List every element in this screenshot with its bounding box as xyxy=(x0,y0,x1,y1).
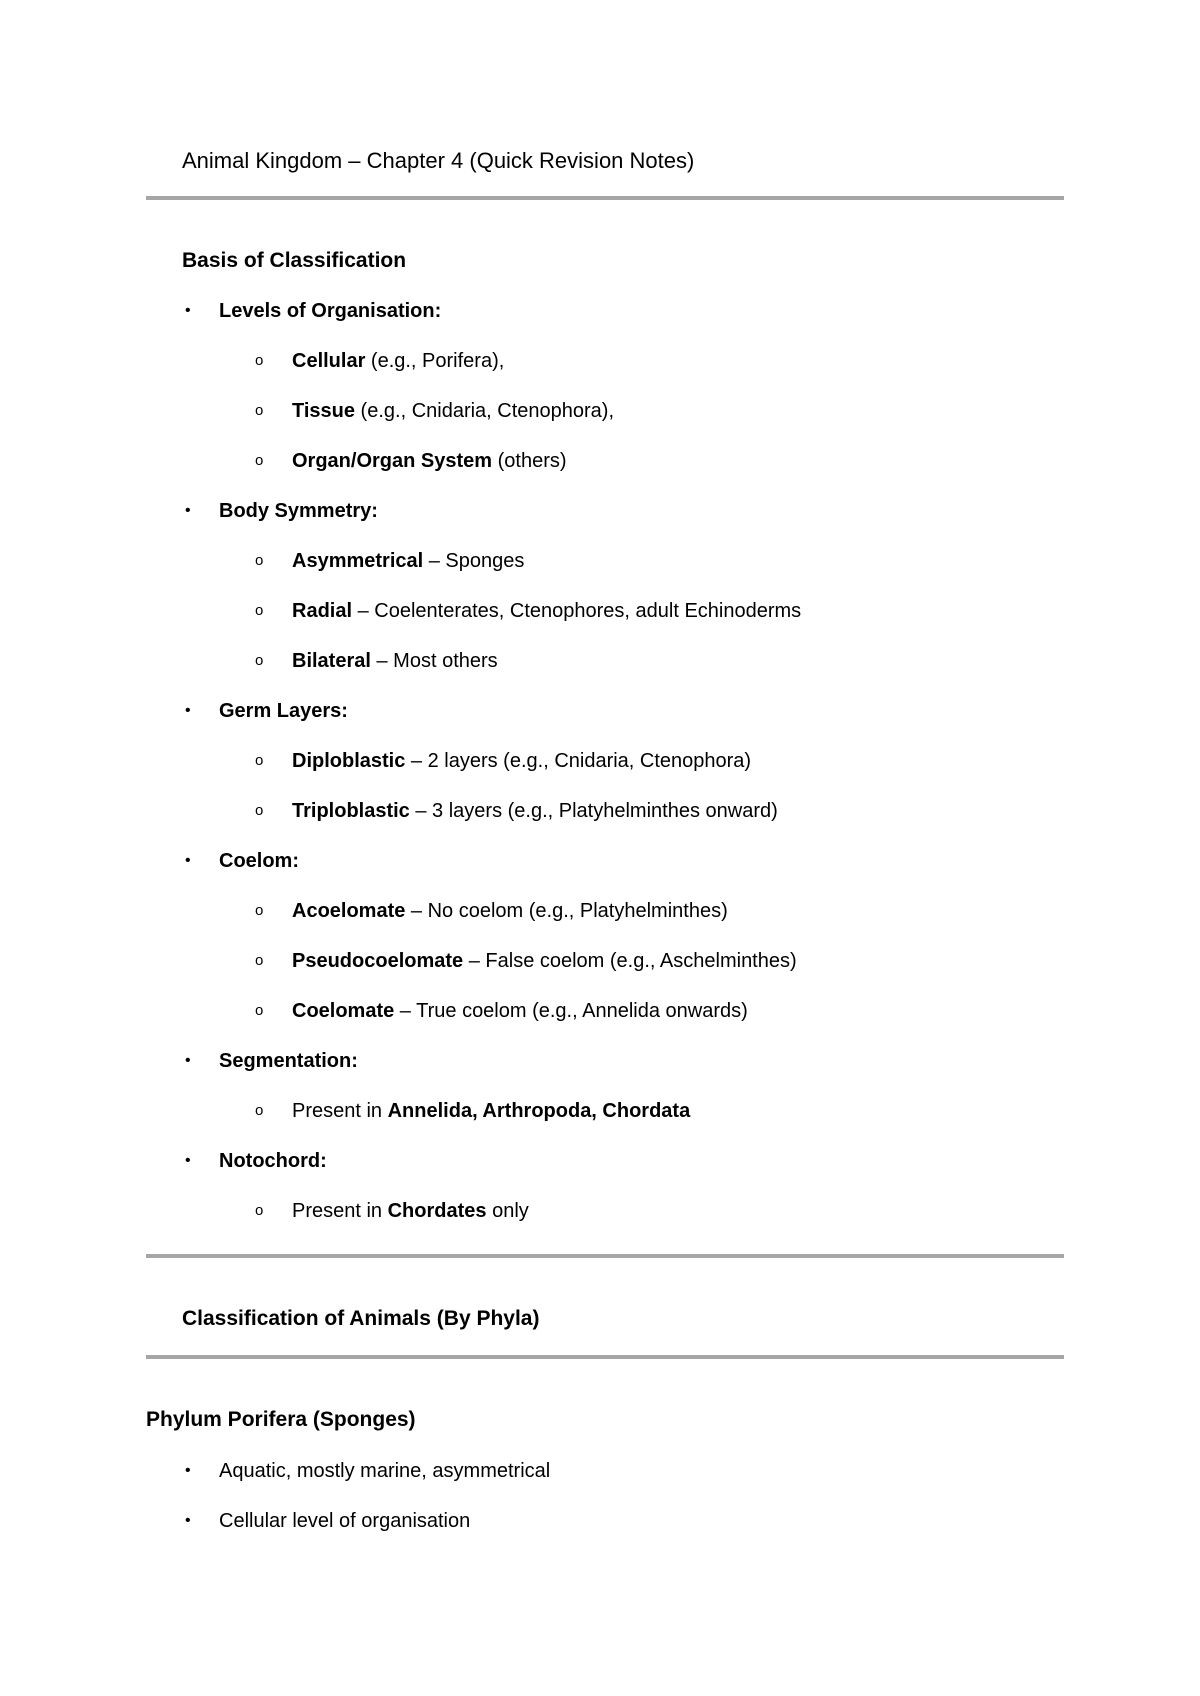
list-item-label: Body Symmetry: xyxy=(219,500,378,522)
list-item-label: Germ Layers: xyxy=(219,700,348,722)
list-item-label: Coelom: xyxy=(219,850,299,872)
horizontal-rule xyxy=(146,1254,1064,1258)
term-prefix: Present in xyxy=(292,1200,388,1222)
bullet-icon: • xyxy=(185,1052,191,1069)
document-title: Animal Kingdom – Chapter 4 (Quick Revision Notes) xyxy=(182,148,695,173)
sub-bullet-icon: o xyxy=(255,1102,264,1119)
list-item-label: Notochord: xyxy=(219,1150,327,1172)
term-description: – Most others xyxy=(370,650,498,672)
sub-bullet-icon: o xyxy=(255,952,264,969)
term: Coelomate xyxy=(292,1000,395,1022)
list-item-text: Cellular level of organisation xyxy=(219,1510,471,1532)
term-description: (e.g., Cnidaria, Ctenophora), xyxy=(355,400,615,422)
term: Diploblastic xyxy=(292,750,406,772)
sub-bullet-icon: o xyxy=(255,752,264,769)
term-description: (others) xyxy=(492,450,567,472)
term-description: – Sponges xyxy=(423,550,525,572)
list-item-label: Levels of Organisation: xyxy=(219,300,442,322)
sub-bullet-icon: o xyxy=(255,1002,264,1019)
bullet-icon: • xyxy=(185,502,191,519)
term-description: – 3 layers (e.g., Platyhelminthes onward) xyxy=(409,800,778,822)
list-item-text: Aquatic, mostly marine, asymmetrical xyxy=(219,1460,551,1482)
term-description: – True coelom (e.g., Annelida onwards) xyxy=(394,1000,748,1022)
bullet-icon: • xyxy=(185,1512,191,1529)
sub-bullet-icon: o xyxy=(255,552,264,569)
term: Pseudocoelomate xyxy=(292,950,464,972)
sub-bullet-icon: o xyxy=(255,902,264,919)
term-description: – Coelenterates, Ctenophores, adult Echinoderms xyxy=(352,600,802,622)
section-heading-classification: Classification of Animals (By Phyla) xyxy=(182,1307,540,1330)
bullet-icon: • xyxy=(185,302,191,319)
term: Organ/Organ System xyxy=(292,450,493,472)
term-description: – 2 layers (e.g., Cnidaria, Ctenophora) xyxy=(405,750,752,772)
bullet-icon: • xyxy=(185,1152,191,1169)
bullet-icon: • xyxy=(185,702,191,719)
term: Radial xyxy=(292,600,353,622)
list-item-label: Segmentation: xyxy=(219,1050,358,1072)
term: Acoelomate xyxy=(292,900,406,922)
term: Triploblastic xyxy=(292,800,410,822)
horizontal-rule xyxy=(146,196,1064,200)
section-heading-porifera: Phylum Porifera (Sponges) xyxy=(146,1408,416,1431)
sub-bullet-icon: o xyxy=(255,1202,264,1219)
term-description: – No coelom (e.g., Platyhelminthes) xyxy=(405,900,728,922)
sub-bullet-icon: o xyxy=(255,402,264,419)
term-description: – False coelom (e.g., Aschelminthes) xyxy=(463,950,797,972)
sub-bullet-icon: o xyxy=(255,652,264,669)
horizontal-rule xyxy=(146,1355,1064,1359)
sub-bullet-icon: o xyxy=(255,802,264,819)
bullet-icon: • xyxy=(185,852,191,869)
sub-bullet-icon: o xyxy=(255,602,264,619)
sub-bullet-icon: o xyxy=(255,352,264,369)
section-heading-basis: Basis of Classification xyxy=(182,249,407,272)
term-description: only xyxy=(486,1200,529,1222)
bullet-icon: • xyxy=(185,1462,191,1479)
term: Annelida, Arthropoda, Chordata xyxy=(387,1100,691,1122)
term: Cellular xyxy=(292,350,366,372)
term: Asymmetrical xyxy=(292,550,424,572)
term: Bilateral xyxy=(292,650,371,672)
term-description: (e.g., Porifera), xyxy=(365,350,505,372)
sub-bullet-icon: o xyxy=(255,452,264,469)
term: Chordates xyxy=(387,1200,487,1222)
term-prefix: Present in xyxy=(292,1100,388,1122)
term: Tissue xyxy=(292,400,355,422)
